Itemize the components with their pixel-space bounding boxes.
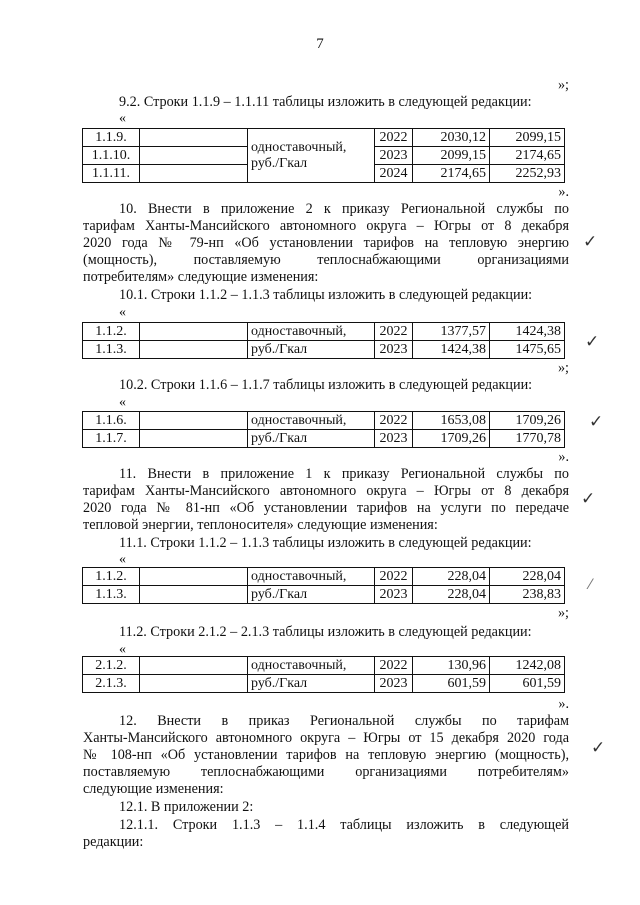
- section-11-2-heading: 11.2. Строки 2.1.2 – 2.1.3 таблицы изложить в следующей редакции:: [119, 624, 532, 640]
- year-cell: 2022: [375, 412, 413, 430]
- year-cell: 2023: [375, 147, 413, 165]
- section-10-1-heading: 10.1. Строки 1.1.2 – 1.1.3 таблицы изложить в следующей редакции:: [119, 287, 533, 303]
- value-cell-2: 1475,65: [490, 341, 565, 359]
- unit-cell: одноставочный,: [248, 657, 375, 675]
- value-cell-2: 228,04: [490, 568, 565, 586]
- row-id: 1.1.11.: [83, 165, 140, 183]
- value-cell-1: 1377,57: [413, 323, 490, 341]
- closing-quote: ».: [558, 696, 569, 712]
- row-id: 2.1.3.: [83, 675, 140, 693]
- section-10-2-heading: 10.2. Строки 1.1.6 – 1.1.7 таблицы изложить в следующей редакции:: [119, 377, 533, 393]
- year-cell: 2022: [375, 568, 413, 586]
- year-cell: 2022: [375, 323, 413, 341]
- unit-cell: руб./Гкал: [248, 586, 375, 604]
- unit-line-1: одноставочный,: [251, 139, 347, 155]
- year-cell: 2023: [375, 586, 413, 604]
- unit-cell: одноставочный,: [248, 412, 375, 430]
- para-11-line-3: 2020 года № 81-нп «Об установлении тарифов на услуги по передаче: [83, 500, 569, 516]
- table-row: [83, 675, 565, 693]
- row-id: 1.1.10.: [83, 147, 140, 165]
- para-11-line-2: тарифам Ханты-Мансийского автономного округа – Югры от 8 декабря: [83, 483, 569, 499]
- section-11-1-heading: 11.1. Строки 1.1.2 – 1.1.3 таблицы изложить в следующей редакции:: [119, 535, 532, 551]
- table-row: [83, 412, 565, 430]
- value-cell-2: 2099,15: [490, 129, 565, 147]
- value-cell-1: 1709,26: [413, 430, 490, 448]
- table-row: [83, 657, 565, 675]
- value-cell-2: 2174,65: [490, 147, 565, 165]
- opening-quote: «: [119, 552, 126, 567]
- value-cell-1: 2030,12: [413, 129, 490, 147]
- table-10-1: [82, 322, 565, 359]
- handwritten-check-icon: ✓: [583, 232, 598, 252]
- opening-quote: «: [119, 305, 126, 320]
- value-cell-2: 601,59: [490, 675, 565, 693]
- year-cell: 2023: [375, 341, 413, 359]
- table-11-2: [82, 656, 565, 693]
- section-12-1-1-line-2: редакции:: [83, 834, 144, 850]
- unit-line-2: руб./Гкал: [251, 155, 308, 171]
- table-9-2: [82, 128, 565, 183]
- page-number: 7: [316, 36, 324, 52]
- handwritten-check-icon: ✓: [581, 489, 596, 509]
- para-12-line-4: поставляемую теплоснабжающими организациями потребителям»: [83, 764, 569, 780]
- table-row: [83, 129, 565, 147]
- value-cell-1: 2174,65: [413, 165, 490, 183]
- table-row: [83, 323, 565, 341]
- value-cell-2: 1424,38: [490, 323, 565, 341]
- closing-quote: ».: [558, 184, 569, 200]
- value-cell-1: 130,96: [413, 657, 490, 675]
- table-row: [83, 341, 565, 359]
- unit-cell: [248, 129, 375, 183]
- opening-quote: «: [119, 395, 126, 410]
- row-id: 1.1.2.: [83, 323, 140, 341]
- section-9-2-heading: 9.2. Строки 1.1.9 – 1.1.11 таблицы изложить в следующей редакции:: [119, 94, 532, 110]
- row-id: 1.1.6.: [83, 412, 140, 430]
- closing-quote: »;: [557, 77, 569, 93]
- para-11-line-1: 11. Внести в приложение 1 к приказу Региональной службы по: [119, 466, 569, 482]
- empty-cell: [140, 586, 248, 604]
- row-id: 1.1.7.: [83, 430, 140, 448]
- table-row: [83, 430, 565, 448]
- value-cell-2: 2252,93: [490, 165, 565, 183]
- unit-cell: руб./Гкал: [248, 430, 375, 448]
- value-cell-1: 601,59: [413, 675, 490, 693]
- value-cell-2: 1770,78: [490, 430, 565, 448]
- section-12-1-heading: 12.1. В приложении 2:: [119, 799, 254, 815]
- year-cell: 2022: [375, 657, 413, 675]
- para-12-line-3: № 108-нп «Об установлении тарифов на тепловую энергию (мощность),: [83, 747, 569, 763]
- para-12-line-2: Ханты-Мансийского автономного округа – Югры от 15 декабря 2020 года: [83, 730, 569, 746]
- empty-cell: [140, 657, 248, 675]
- row-id: 1.1.3.: [83, 341, 140, 359]
- para-10-line-3: 2020 года № 79-нп «Об установлении тарифов на тепловую энергию: [83, 235, 569, 251]
- year-cell: 2022: [375, 129, 413, 147]
- table-10-2: [82, 411, 565, 448]
- value-cell-2: 238,83: [490, 586, 565, 604]
- opening-quote: «: [119, 642, 126, 657]
- year-cell: 2023: [375, 430, 413, 448]
- year-cell: 2024: [375, 165, 413, 183]
- handwritten-check-icon: ✓: [591, 738, 606, 758]
- para-12-line-5: следующие изменения:: [83, 781, 224, 797]
- table-row: [83, 568, 565, 586]
- para-10-line-5: потребителям» следующие изменения:: [83, 269, 319, 285]
- opening-quote: «: [119, 111, 126, 126]
- unit-cell: одноставочный,: [248, 568, 375, 586]
- para-12-line-1: 12. Внести в приказ Региональной службы по тарифам: [119, 713, 569, 729]
- value-cell-2: 1709,26: [490, 412, 565, 430]
- empty-cell: [140, 323, 248, 341]
- para-10-line-1: 10. Внести в приложение 2 к приказу Региональной службы по: [119, 201, 569, 217]
- empty-cell: [140, 165, 248, 183]
- empty-cell: [140, 129, 248, 147]
- year-cell: 2023: [375, 675, 413, 693]
- value-cell-2: 1242,08: [490, 657, 565, 675]
- empty-cell: [140, 568, 248, 586]
- unit-cell: одноставочный,: [248, 323, 375, 341]
- closing-quote: ».: [558, 449, 569, 465]
- value-cell-1: 1653,08: [413, 412, 490, 430]
- row-id: 1.1.2.: [83, 568, 140, 586]
- para-10-line-2: тарифам Ханты-Мансийского автономного округа – Югры от 8 декабря: [83, 218, 569, 234]
- value-cell-1: 228,04: [413, 568, 490, 586]
- empty-cell: [140, 430, 248, 448]
- value-cell-1: 2099,15: [413, 147, 490, 165]
- para-10-line-4: (мощность), поставляемую теплоснабжающими организациями: [83, 252, 569, 268]
- row-id: 1.1.3.: [83, 586, 140, 604]
- empty-cell: [140, 412, 248, 430]
- handwritten-mark-icon: ⁄: [589, 577, 592, 593]
- handwritten-check-icon: ✓: [589, 412, 604, 432]
- table-11-1: [82, 567, 565, 604]
- unit-cell: руб./Гкал: [248, 341, 375, 359]
- handwritten-check-icon: ✓: [585, 332, 600, 352]
- unit-cell: руб./Гкал: [248, 675, 375, 693]
- empty-cell: [140, 675, 248, 693]
- closing-quote: »;: [557, 360, 569, 376]
- table-row: [83, 586, 565, 604]
- empty-cell: [140, 147, 248, 165]
- value-cell-1: 228,04: [413, 586, 490, 604]
- section-12-1-1-line-1: 12.1.1. Строки 1.1.3 – 1.1.4 таблицы изложить в следующей: [119, 817, 569, 833]
- closing-quote: »;: [557, 605, 569, 621]
- para-11-line-4: тепловой энергии, теплоносителя» следующие изменения:: [83, 517, 438, 533]
- value-cell-1: 1424,38: [413, 341, 490, 359]
- row-id: 1.1.9.: [83, 129, 140, 147]
- empty-cell: [140, 341, 248, 359]
- row-id: 2.1.2.: [83, 657, 140, 675]
